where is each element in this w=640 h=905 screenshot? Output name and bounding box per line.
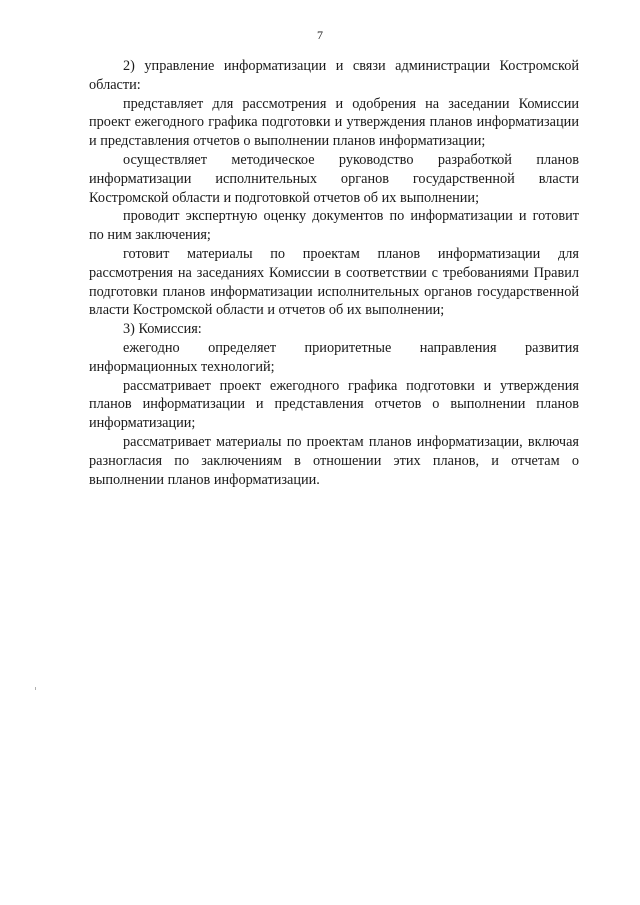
paragraph: рассматривает проект ежегодного графика подготовки и утверждения планов информатизации и представления отчетов о выполнении планов информатизации; (89, 377, 579, 432)
paragraph: проводит экспертную оценку документов по информатизации и готовит по ним заключения; (89, 208, 579, 244)
paragraph: ежегодно определяет приоритетные направления развития информационных технологий; (89, 339, 579, 375)
paragraph: осуществляет методическое руководство разработкой планов информатизации исполнительных органов государственной власти Костромской области и подготовкой отчетов об их выполнении; (89, 151, 579, 206)
section-2-heading: 2) управление информатизации и связи администрации Костромской области: (89, 58, 579, 93)
paragraph: представляет для рассмотрения и одобрения на заседании Комиссии проект ежегодного графика подготовки и утверждения планов информатизации и представления отчетов о выполнении планов информатизации; (89, 95, 579, 150)
section-3-heading: 3) Комиссия: (123, 321, 202, 338)
paragraph: рассматривает материалы по проектам планов информатизации, включая разногласия по заключениям в отношении этих планов, и отчетам о выполнении планов информатизации. (89, 433, 579, 488)
page-number: 7 (317, 28, 323, 42)
scan-mark (35, 687, 36, 690)
paragraph: готовит материалы по проектам планов информатизации для рассмотрения на заседаниях Комиссии в соответствии с требованиями Правил подготовки планов информатизации исполнительных органов государственной власти Костромской области и отчетов об их выполнении; (89, 245, 579, 319)
document-body (89, 57, 579, 489)
